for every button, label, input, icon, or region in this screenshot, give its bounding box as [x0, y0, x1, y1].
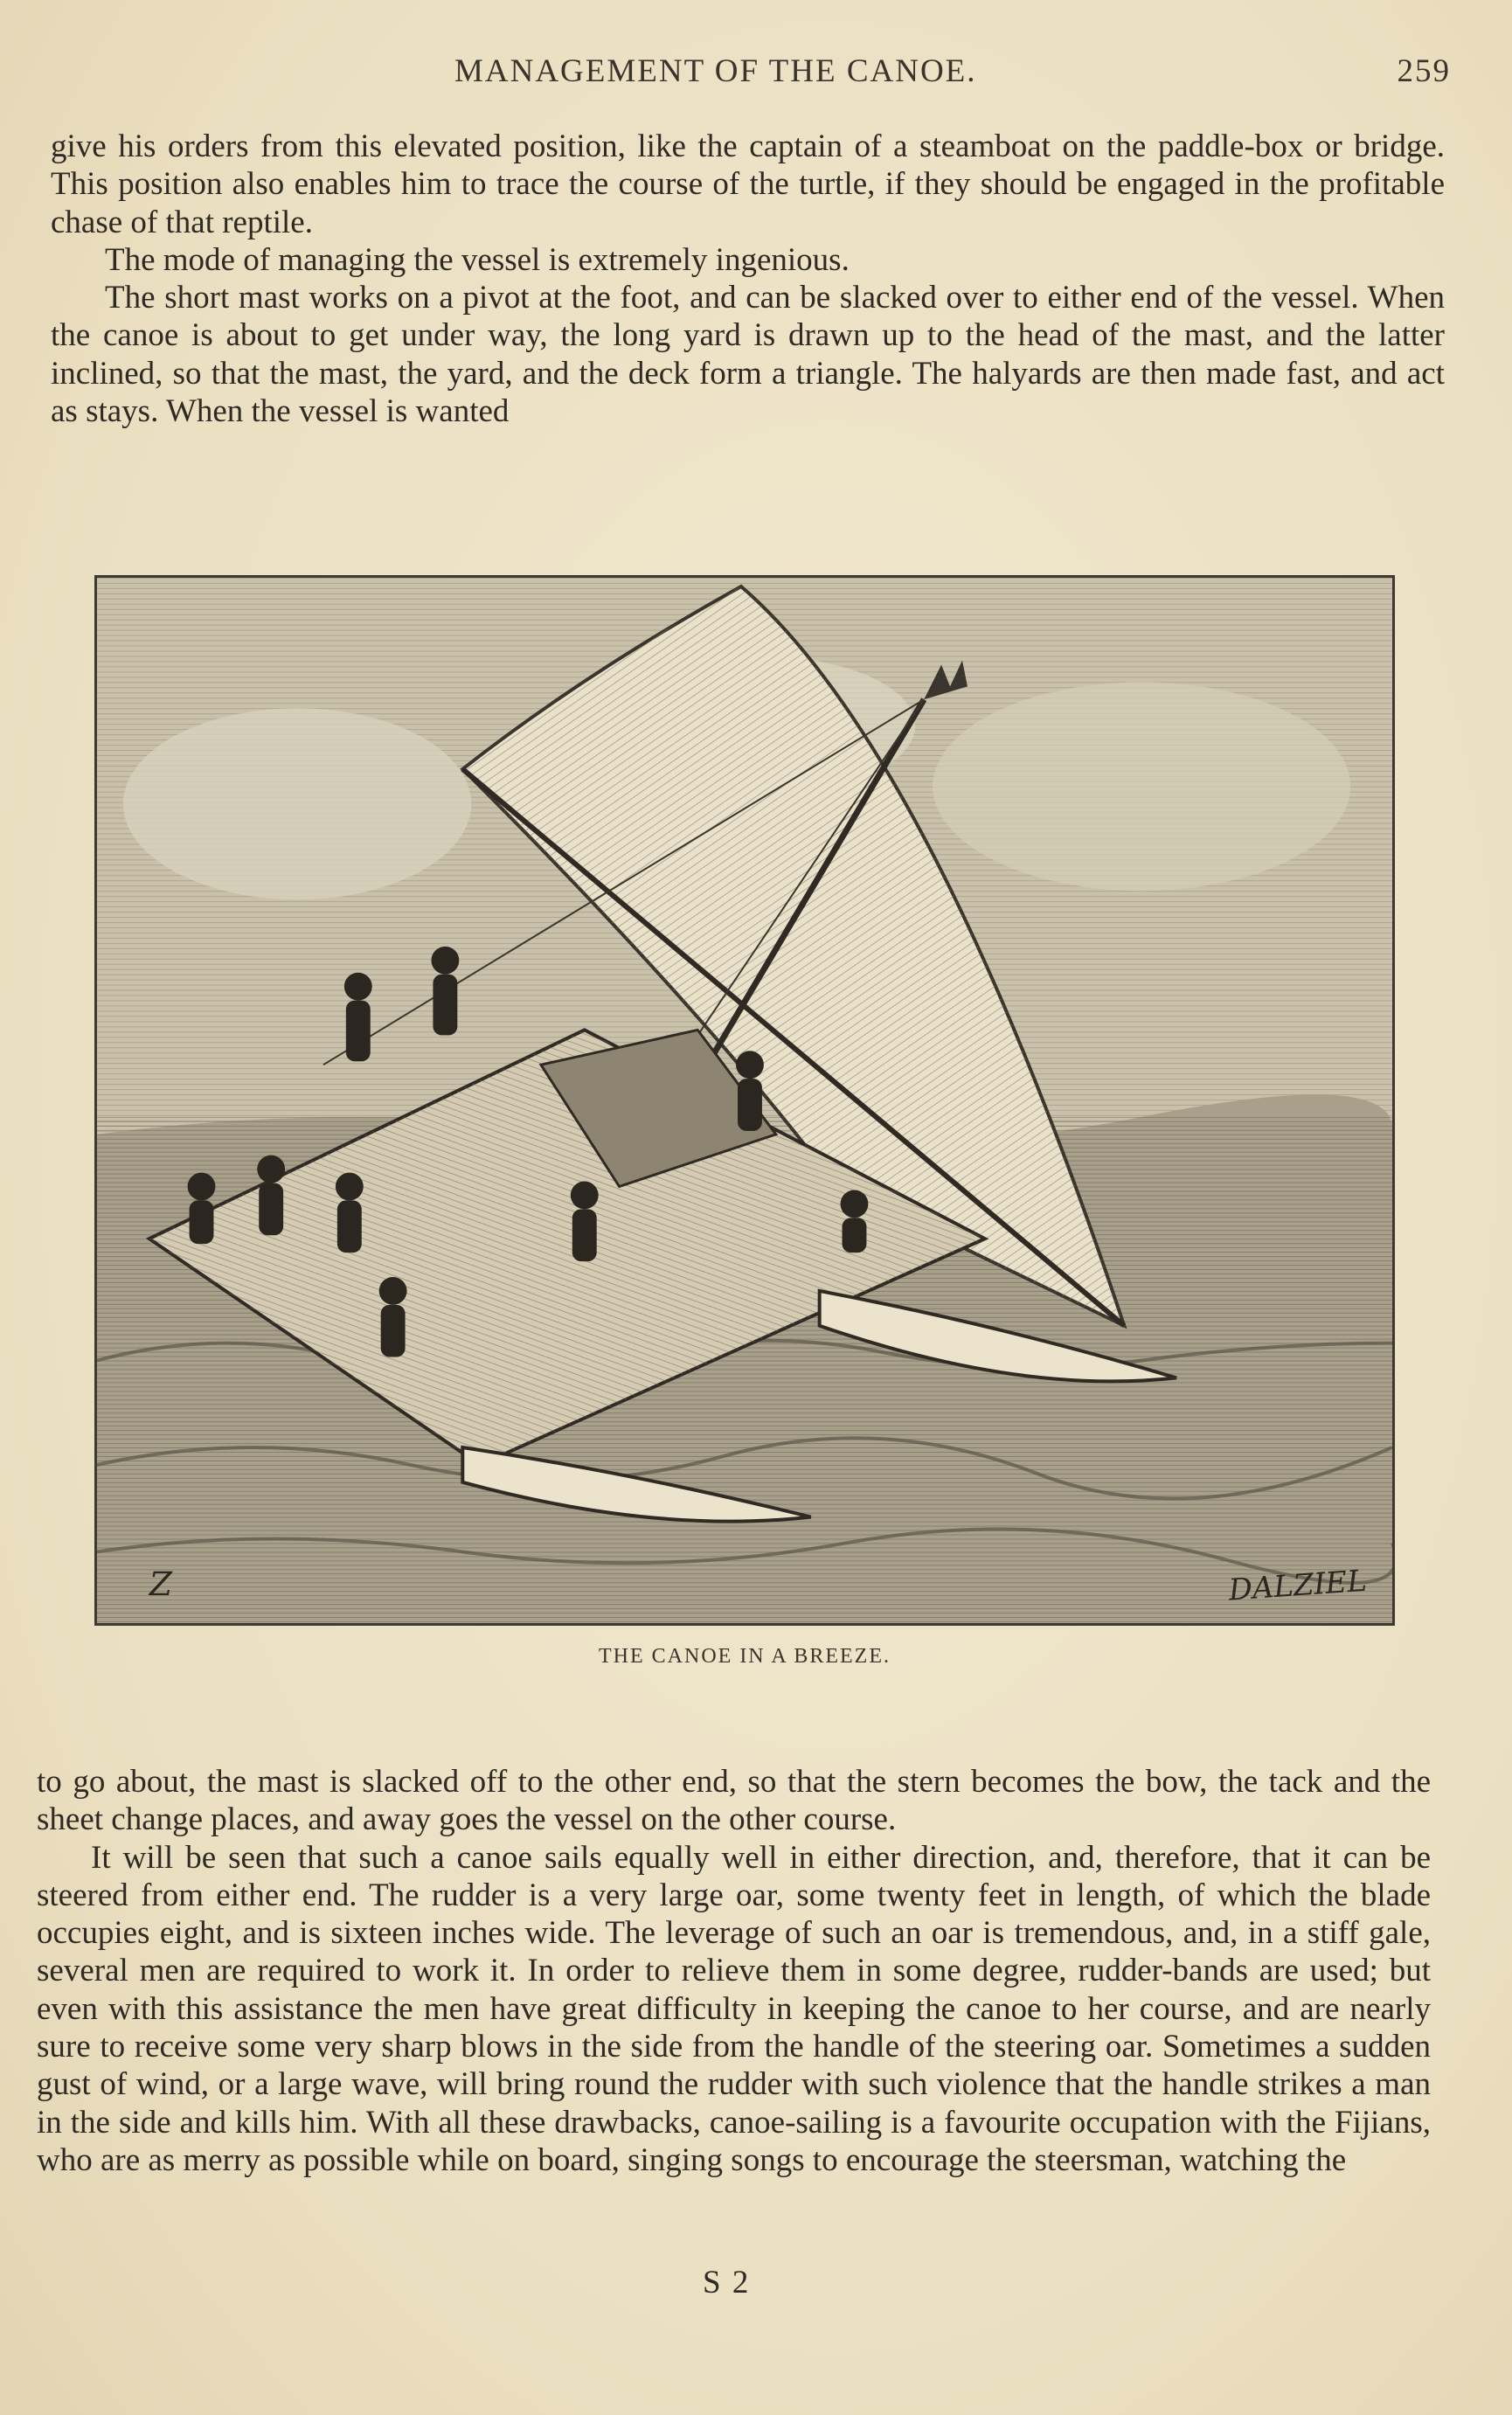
artist-monogram: Z	[149, 1565, 173, 1604]
canoe-engraving	[97, 578, 1392, 1623]
cloud	[933, 682, 1350, 891]
engraving-illustration	[94, 575, 1395, 1626]
paragraph: The short mast works on a pivot at the foot, and can be slacked over to either end of the vessel. When the canoe is about to get under way, the long yard is drawn up to the head of the mast, and the latter inclined, so that the mast, the yard, and the deck form a triangle. The halyards are then made fast, and act as stays. When the vessel is wanted	[51, 280, 1445, 430]
running-head-title: MANAGEMENT OF THE CANOE.	[454, 53, 977, 89]
engraver-signature: DALZIEL	[1227, 1563, 1368, 1607]
paragraph: It will be seen that such a canoe sails equally well in either direction, and, therefore, that it can be steered from either end. The rudder is a very large oar, some twenty feet in length, of which the blade occupies eight, and is sixteen inches wide. The leverage of such an oar is tremendous, and, in a stiff gale, several men are required to work it. In order to relieve them in some degree, rudder-bands are used; but even with this assistance the men have great difficulty in keeping the canoe to her course, and are nearly sure to receive some very sharp blows in the side from the handle of the steering oar. Sometimes a sudden gust of wind, or a large wave, will bring round the rudder with such violence that the handle strikes a man in the side and kills him. With all these drawbacks, canoe-sailing is a favourite occupation with the Fijians, who are as merry as possible while on board, singing songs to encourage the steersman, watching the	[37, 1839, 1431, 2178]
figure-caption: THE CANOE IN A BREEZE.	[599, 1645, 891, 1668]
bottom-text-block	[37, 1763, 1431, 2179]
signature-mark: S 2	[703, 2265, 751, 2300]
paragraph: The mode of managing the vessel is extremely ingenious.	[105, 241, 850, 278]
cloud	[123, 708, 471, 899]
page-number: 259	[1397, 53, 1451, 89]
paragraph: give his orders from this elevated position, like the captain of a steamboat on the paddle-box or bridge. This position also enables him to trace the course of the turtle, if they should be engaged in the profitable chase of that reptile.	[51, 128, 1445, 240]
paragraph: to go about, the mast is slacked off to the other end, so that the stern becomes the bow, the tack and the sheet change places, and away goes the vessel on the other course.	[37, 1764, 1431, 1838]
top-text-block	[51, 128, 1445, 430]
